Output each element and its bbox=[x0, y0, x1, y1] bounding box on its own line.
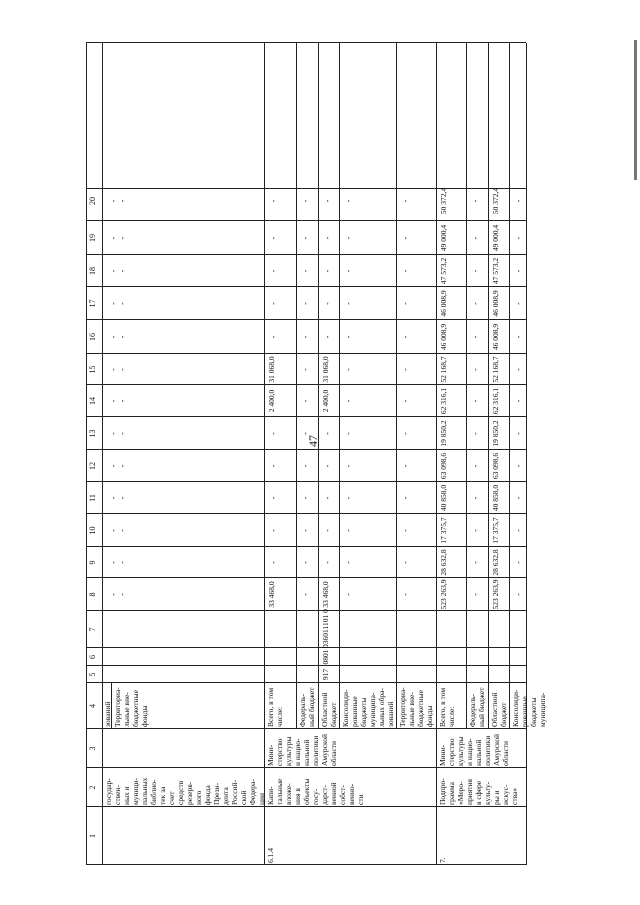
continued-dash-col15: - bbox=[109, 368, 118, 371]
r7-value-col15: 52 168,7 bbox=[439, 356, 448, 383]
column-number-6: 6 bbox=[88, 655, 97, 659]
r614-dash-col18: - bbox=[344, 269, 353, 273]
r7-dash-col11: - bbox=[514, 496, 523, 500]
continued-dash-col15: - bbox=[118, 368, 127, 371]
r7-dash-col19: - bbox=[514, 236, 523, 240]
r7-name: Подпро- грамма «Меро- приятия в сфере культу- ры и искус- ства» bbox=[438, 778, 519, 805]
r7-funding-source: Областной бюджет bbox=[490, 692, 508, 727]
r614-dash-col14: - bbox=[344, 399, 353, 403]
r614-dash-col16: - bbox=[401, 335, 410, 339]
r7-value-col17: 46 008,9 bbox=[491, 290, 500, 317]
continued-dash-col13: - bbox=[109, 432, 118, 435]
r614-value-col6: 0801 bbox=[321, 649, 330, 665]
r614-dash-col9: - bbox=[301, 561, 310, 564]
continued-dash-col20: - bbox=[109, 199, 118, 203]
sub-row-border bbox=[509, 43, 510, 729]
r614-dash-col13: - bbox=[344, 432, 353, 435]
r7-funding-source: Всего, в том числе: bbox=[438, 687, 456, 727]
r614-dash-col11: - bbox=[401, 496, 410, 500]
r614-dash-col17: - bbox=[323, 302, 332, 305]
r7-dash-col18: - bbox=[514, 269, 523, 273]
r7-dash-col15: - bbox=[471, 368, 480, 371]
r614-dash-col10: - bbox=[323, 529, 332, 532]
r614-dash-col19: - bbox=[323, 236, 332, 240]
r614-dash-col15: - bbox=[401, 368, 410, 371]
continued-dash-col13: - bbox=[118, 432, 127, 435]
r7-dash-col20: - bbox=[514, 199, 523, 203]
r7-value-col13: 19 850,2 bbox=[491, 420, 500, 447]
continued-dash-col20: - bbox=[118, 199, 127, 203]
r614-dash-col12: - bbox=[323, 464, 332, 468]
r614-dash-col15: - bbox=[301, 368, 310, 371]
column-number-8: 8 bbox=[88, 592, 97, 597]
row-border bbox=[264, 43, 265, 865]
r614-dash-col18: - bbox=[301, 269, 310, 273]
r614-dash-col8: - bbox=[344, 593, 353, 596]
r7-dash-col19: - bbox=[471, 236, 480, 240]
r614-dash-col11: - bbox=[269, 496, 278, 500]
r614-dash-col8: - bbox=[401, 593, 410, 596]
r614-dash-col12: - bbox=[301, 464, 310, 468]
r7-dash-col14: - bbox=[514, 399, 523, 403]
r614-dash-col12: - bbox=[401, 464, 410, 468]
r614-dash-col20: - bbox=[344, 199, 353, 203]
continued-dash-col8: - bbox=[109, 593, 118, 596]
r7-dash-col12: - bbox=[514, 464, 523, 468]
r614-value-col14: 2 400,0 bbox=[321, 389, 330, 413]
r7-dash-col13: - bbox=[514, 432, 523, 435]
r614-dash-col18: - bbox=[401, 269, 410, 273]
r614-dash-col9: - bbox=[401, 561, 410, 564]
continued-source: Территориа- льные вне- бюджетные фонды bbox=[113, 687, 149, 727]
continued-dash-col18: - bbox=[109, 269, 118, 273]
r614-dash-col16: - bbox=[344, 335, 353, 339]
r7-value-col13: 19 850,2 bbox=[439, 420, 448, 447]
r7-value-col14: 62 316,1 bbox=[491, 387, 500, 415]
r7-executor: Мини- стерство культуры и нацио- нальной политики Амурской области bbox=[438, 733, 510, 766]
column-border bbox=[86, 806, 526, 807]
r7-dash-col11: - bbox=[471, 496, 480, 500]
continued-source: зований bbox=[103, 701, 112, 727]
r614-dash-col18: - bbox=[269, 269, 278, 273]
r614-dash-col10: - bbox=[401, 529, 410, 532]
r614-dash-col13: - bbox=[323, 432, 332, 435]
r614-dash-col19: - bbox=[269, 236, 278, 240]
continued-dash-col10: - bbox=[118, 529, 127, 532]
continued-dash-col12: - bbox=[118, 464, 127, 468]
r7-dash-col14: - bbox=[471, 399, 480, 403]
column-border bbox=[86, 665, 526, 666]
r7-value-col16: 46 008,9 bbox=[439, 323, 448, 351]
r7-value-col8: 523 263,9 bbox=[491, 579, 500, 610]
continued-dash-col19: - bbox=[109, 236, 118, 240]
column-number-4: 4 bbox=[88, 704, 97, 708]
column-number-16: 16 bbox=[88, 333, 97, 341]
column-number-7: 7 bbox=[88, 627, 97, 632]
r7-value-col18: 47 573,2 bbox=[439, 257, 448, 285]
r7-dash-col9: - bbox=[514, 561, 523, 564]
r614-dash-col12: - bbox=[344, 464, 353, 468]
r614-dash-col19: - bbox=[401, 236, 410, 240]
row-border bbox=[436, 43, 437, 865]
continued-dash-col16: - bbox=[118, 335, 127, 339]
continued-dash-col12: - bbox=[109, 464, 118, 468]
continued-dash-col19: - bbox=[118, 236, 127, 240]
continued-dash-col11: - bbox=[109, 496, 118, 500]
r7-dash-col10: - bbox=[471, 529, 480, 532]
column-number-17: 17 bbox=[88, 299, 97, 308]
r614-dash-col13: - bbox=[401, 432, 410, 435]
r614-dash-col9: - bbox=[323, 561, 332, 564]
column-number-13: 13 bbox=[88, 429, 97, 438]
r614-funding-source: Федераль- ный бюджет bbox=[298, 687, 316, 727]
r7-dash-col18: - bbox=[471, 269, 480, 273]
budget-table bbox=[86, 43, 547, 865]
r7-value-col19: 49 000,4 bbox=[491, 224, 500, 252]
r7-value-col18: 47 573,2 bbox=[491, 257, 500, 285]
r614-dash-col10: - bbox=[269, 529, 278, 532]
r614-value-col5: 917 bbox=[321, 668, 330, 681]
r7-value-col17: 46 008,9 bbox=[439, 290, 448, 317]
r614-value-col7: 036011101 0 bbox=[321, 609, 330, 648]
r7-value-col9: 28 632,8 bbox=[439, 549, 448, 576]
column-number-1: 1 bbox=[88, 834, 97, 838]
r614-dash-col20: - bbox=[269, 199, 278, 203]
r7-value-col16: 46 008,9 bbox=[491, 323, 500, 351]
r7-dash-col8: - bbox=[514, 593, 523, 596]
r614-dash-col14: - bbox=[301, 399, 310, 403]
r614-dash-col17: - bbox=[344, 302, 353, 305]
continued-dash-col9: - bbox=[118, 561, 127, 564]
continued-dash-col9: - bbox=[109, 561, 118, 564]
r614-dash-col20: - bbox=[401, 199, 410, 203]
r7-dash-col10: - bbox=[514, 529, 523, 532]
r614-dash-col20: - bbox=[301, 199, 310, 203]
sub-row-border bbox=[296, 43, 297, 729]
continued-dash-col17: - bbox=[118, 302, 127, 305]
column-number-2: 2 bbox=[88, 785, 97, 790]
r614-value-col15: 31 068,0 bbox=[267, 356, 276, 383]
r7-value-col15: 52 168,7 bbox=[491, 356, 500, 383]
continued-dash-col10: - bbox=[109, 529, 118, 532]
sub-row-border bbox=[318, 43, 319, 729]
column-number-5: 5 bbox=[88, 672, 97, 677]
r7-value-col11: 40 858,0 bbox=[491, 484, 500, 512]
r614-dash-col12: - bbox=[269, 464, 278, 468]
r614-dash-col15: - bbox=[344, 368, 353, 371]
r7-dash-col15: - bbox=[514, 368, 523, 371]
r614-dash-col9: - bbox=[344, 561, 353, 564]
r7-dash-col8: - bbox=[471, 593, 480, 596]
row-border bbox=[102, 43, 103, 865]
r7-number: 7. bbox=[438, 857, 447, 863]
column-number-18: 18 bbox=[88, 267, 97, 275]
r614-value-col14: 2 400,0 bbox=[267, 389, 276, 413]
r614-dash-col16: - bbox=[301, 335, 310, 339]
sub-row-border bbox=[396, 43, 397, 729]
r614-dash-col10: - bbox=[344, 529, 353, 532]
r7-value-col12: 63 098,6 bbox=[439, 452, 448, 480]
r614-value-col8: 33 468,0 bbox=[321, 581, 330, 608]
r614-dash-col20: - bbox=[323, 199, 332, 203]
r7-dash-col9: - bbox=[471, 561, 480, 564]
r7-value-col8: 523 263,9 bbox=[439, 579, 448, 610]
r614-funding-source: Областной бюджет bbox=[320, 692, 338, 727]
r7-value-col14: 62 316,1 bbox=[439, 387, 448, 415]
column-number-3: 3 bbox=[88, 746, 97, 751]
column-number-12: 12 bbox=[88, 462, 97, 470]
r614-dash-col19: - bbox=[344, 236, 353, 240]
r7-dash-col16: - bbox=[471, 335, 480, 339]
column-number-20: 20 bbox=[88, 197, 97, 205]
r614-dash-col11: - bbox=[323, 496, 332, 500]
r614-dash-col19: - bbox=[301, 236, 310, 240]
r7-value-col20: 50 372,4 bbox=[491, 187, 500, 215]
sub-row-border bbox=[466, 43, 467, 729]
r614-dash-col17: - bbox=[401, 302, 410, 305]
sub-row-border bbox=[339, 43, 340, 729]
continued-dash-col17: - bbox=[109, 302, 118, 305]
r7-funding-source: Консолиди- рованные бюджеты муниципа- bbox=[511, 689, 547, 727]
r614-dash-col11: - bbox=[344, 496, 353, 500]
r614-dash-col17: - bbox=[301, 302, 310, 305]
r614-dash-col13: - bbox=[269, 432, 278, 435]
r7-value-col11: 40 858,0 bbox=[439, 484, 448, 512]
r614-dash-col8: - bbox=[301, 593, 310, 596]
r614-dash-col11: - bbox=[301, 496, 310, 500]
column-number-11: 11 bbox=[88, 494, 97, 502]
sub-row-border bbox=[488, 43, 489, 729]
r7-value-col19: 49 000,4 bbox=[439, 224, 448, 252]
r7-dash-col16: - bbox=[514, 335, 523, 339]
row-border bbox=[86, 43, 87, 865]
column-number-14: 14 bbox=[88, 397, 97, 405]
r614-value-col15: 31 068,0 bbox=[321, 356, 330, 383]
column-number-9: 9 bbox=[88, 560, 97, 565]
continued-name: государ- ствен- ных и муници- пальных библио- тек за счет средств резерв- ного фонда Прези- дента Россий- ской Федера- ции bbox=[104, 777, 266, 805]
column-number-10: 10 bbox=[88, 526, 97, 535]
r7-dash-col12: - bbox=[471, 464, 480, 468]
r7-dash-col17: - bbox=[471, 302, 480, 305]
r614-dash-col14: - bbox=[401, 399, 410, 403]
column-number-15: 15 bbox=[88, 365, 97, 374]
r7-value-col12: 63 098,6 bbox=[491, 452, 500, 480]
scan-edge-mark bbox=[634, 40, 637, 180]
r614-dash-col10: - bbox=[301, 529, 310, 532]
r7-dash-col17: - bbox=[514, 302, 523, 305]
r614-name: Капи- тальные вложе- ния в объекты госу- дарст- венной собст- венно- сти bbox=[266, 778, 365, 805]
r614-funding-source: Всего, в том числе: bbox=[266, 687, 284, 727]
column-border bbox=[86, 864, 526, 865]
r614-value-col8: 33 468,0 bbox=[267, 581, 276, 608]
r7-value-col10: 17 375,7 bbox=[439, 517, 448, 544]
r7-dash-col13: - bbox=[471, 432, 480, 435]
r614-dash-col16: - bbox=[323, 335, 332, 339]
column-number-19: 19 bbox=[88, 234, 97, 242]
r7-value-col10: 17 375,7 bbox=[491, 517, 500, 544]
r7-funding-source: Федераль- ный бюджет bbox=[468, 687, 486, 727]
continued-dash-col14: - bbox=[109, 399, 118, 403]
r614-funding-source: Территориа- льные вне- бюджетные фонды bbox=[398, 687, 434, 727]
continued-dash-col8: - bbox=[118, 593, 127, 596]
column-border bbox=[86, 42, 526, 43]
r7-value-col20: 50 372,4 bbox=[439, 187, 448, 215]
continued-dash-col11: - bbox=[118, 496, 127, 500]
r7-value-col9: 28 632,8 bbox=[491, 549, 500, 576]
r614-executor: Мини- стерство культуры и нацио- нальной политики Амурской области bbox=[266, 733, 338, 766]
r7-dash-col20: - bbox=[471, 199, 480, 203]
column-border bbox=[86, 647, 526, 648]
r614-dash-col13: - bbox=[301, 432, 310, 435]
r614-dash-col17: - bbox=[269, 302, 278, 305]
page-number: 47 bbox=[306, 435, 320, 447]
r614-funding-source: Консолиди- рованные бюджеты муниципа- льных обра- зований bbox=[341, 688, 395, 727]
continued-dash-col16: - bbox=[109, 335, 118, 339]
r614-dash-col18: - bbox=[323, 269, 332, 273]
r614-dash-col9: - bbox=[269, 561, 278, 564]
r614-dash-col16: - bbox=[269, 335, 278, 339]
row-border bbox=[526, 43, 527, 865]
continued-dash-col14: - bbox=[118, 399, 127, 403]
continued-dash-col18: - bbox=[118, 269, 127, 273]
r614-number: 6.1.4 bbox=[266, 848, 275, 863]
